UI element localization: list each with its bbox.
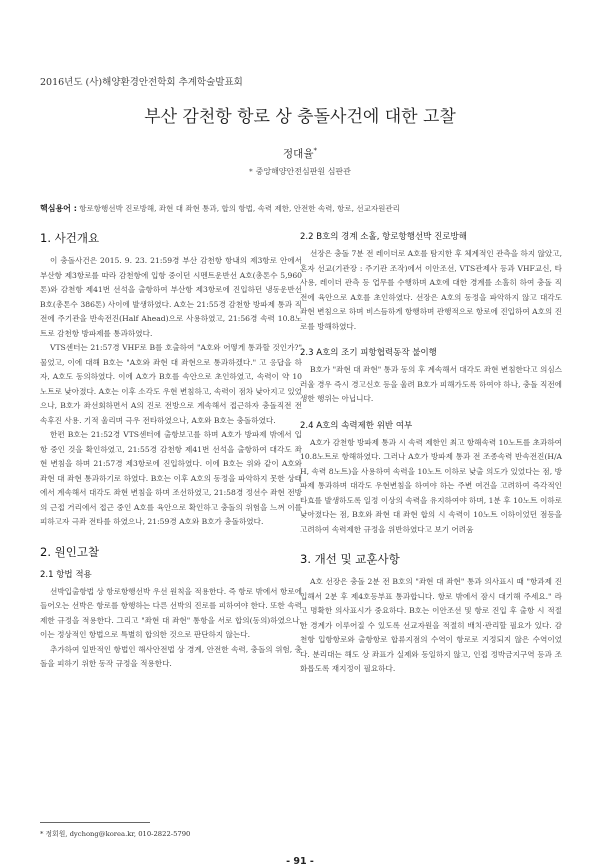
section-2-heading: 2. 원인고찰 bbox=[40, 544, 100, 559]
left-column bbox=[40, 230, 302, 672]
section-1-paragraph-2: VTS센터는 21:57경 VHF로 B를 호출하여 "A호와 어떻게 통과할 것인가?" 물었고, 이에 대해 B호는 "A호와 좌현 대 좌현으로 통과하겠다." 고 응답을 하자, A호도 동의하였다. 이에 A호가 B호를 속안으로 초인하였고, 속력이 약 10노트로 낮아졌다. A호는 이후 소각도 우현 변침하고, 속력이 점차 낮아지고 있었으나, B호가 좌선회하면서 A의 진로 전방으로 계속해서 접근하자 충돌직전 전속후진 사용. 기적 울리며 극우 전타하였으나, A호와 B호는 충돌하였다. bbox=[40, 343, 302, 425]
affiliation-text: 중앙해양안전심판원 심판관 bbox=[255, 167, 351, 176]
section-3-paragraph: A호 선장은 충돌 2분 전 B호의 "좌현 대 좌현" 통과 의사표시 때 "항과제 진입해서 2분 후 제4호등부표 통과합니다. 항로 밖에서 잠시 대기해 주세요." 라고 명확한 의사표시가 중요하다. B호는 이안조선 및 항로 진입 후 출항 시 적절한 경계가 이루어질 수 있도록 선교자원을 적절히 배치·관리할 필요가 있다. 감천항 입항항로와 출항항로 합류지점의 수역이 항로로 지정되지 않은 수역이었다. 분리대는 해도 상 좌표가 실제와 동일하지 않고, 인접 정박금지구역 등과 조화롭도록 재지정이 필요하다. bbox=[300, 577, 562, 673]
section-2-2-paragraph: 선장은 충돌 7분 전 레이더로 A호를 탐지한 후 체계적인 관측을 하지 않았고, 혼자 선교(기관장 : 주기관 조작)에서 이안조선, VTS관제사 등과 VHF교신, 타 사용, 레이더 관측 등 업무를 수행하며 A호에 대한 경계를 소홀히 하여 충돌 직전에 육안으로 A호를 초인하였다. 선장은 A호의 동정을 파악하지 않고 대각도 좌현 변침으로 하며 비스듬하게 항행하며 관행적으로 항로에 진입하여 A호의 진로를 방해하였다. bbox=[300, 249, 563, 331]
keywords-text: 항로항행선박 진로방해, 좌현 대 좌현 통과, 합의 항법, 속력 제한, 안전한 속력, 항로, 선교자원관리 bbox=[79, 204, 400, 213]
section-1-paragraph-1: 이 충돌사건은 2015. 9. 23. 21:59경 부산 감천항 항내의 제3항로 안에서 부산항 제3항로를 따라 감천항에 입항 중이던 시멘트운반선 A호(총톤수 5,960톤)와 감천항 제41번 선석을 출항하여 부산항 제3항로에 진입하던 냉동운반선 B호(총톤수 386톤) 사이에 발생하였다. A호는 21:55경 감천항 방파제 통과 직전에 주기관을 반속전진(Half Ahead)으로 사용하였고, 21:56경 속력 10.8노트로 감천항 방파제를 통과하였다. bbox=[40, 256, 302, 338]
page-number: - 91 - bbox=[286, 856, 314, 867]
keywords bbox=[40, 203, 400, 214]
author-name: 정대율 bbox=[283, 148, 314, 160]
author-mark: * bbox=[313, 146, 317, 155]
affiliation-mark: * bbox=[249, 168, 253, 176]
section-2-2-heading: 2.2 B호의 경계 소홀, 항로항행선박 진로방해 bbox=[300, 232, 467, 242]
author-line bbox=[0, 146, 600, 161]
section-2-3-paragraph: B호가 "좌현 대 좌현" 통과 동의 후 계속해서 대각도 좌현 변침한다고 의심스러울 경우 즉시 경고신호 등을 울려 B호가 피해가도록 하여야 하나, 충돌 직전에 생한 행위는 아닙니다. bbox=[300, 365, 562, 403]
right-column bbox=[300, 230, 562, 677]
section-2-1-heading: 2.1 항법 적용 bbox=[40, 569, 92, 580]
paper-title: 부산 감천항 항로 상 충돌사건에 대한 고찰 bbox=[144, 107, 456, 127]
proceedings-header: 2016년도 (사)해양환경안전학회 추계학술발표회 bbox=[40, 77, 243, 88]
section-1-paragraph-3: 한편 B호는 21:52경 VTS센터에 출항보고를 하며 A호가 방파제 밖에서 입항 중인 것을 확인하였고, 21:55경 감천항 제41번 선석을 출항하여 대각도 좌현 변침을 하며 21:57경 제3항로에 진입하였다. 이에 B호는 위와 같이 A호와 좌현 대 좌현 통과하기로 하였다. B호는 이후 A호의 동정을 파악하지 못한 상태에서 계속해서 대각도 좌현 변침을 하며 조선하였고, 21:58경 정선수 좌현 전방의 근접 거리에서 접근 중인 A호를 육안으로 확인하고 충돌의 위험을 느껴 이를 피하고자 극좌 전타를 하였으나, 21:59경 A호와 B호가 충돌하였다. bbox=[40, 430, 302, 526]
section-1-heading: 1. 사건개요 bbox=[40, 231, 100, 245]
section-2-3-heading: 2.3 A호의 조기 피항협력동작 불이행 bbox=[300, 348, 437, 358]
section-2-4-paragraph: A호가 감천항 방파제 통과 시 속력 제한인 최고 항해속력 10노트를 초과하여 10.8노트로 항해하였다. 그러나 A호가 방파제 통과 전 조종속력 반속전진(H/AH, 속력 8노트)을 사용하여 속력을 10노트 이하로 낮출 의도가 있었다는 점, 방파제 통과하며 대각도 우현변침을 하여야 하는 주변 여건을 고려하여 즉각적인 타효를 발생하도록 일정 이상의 속력을 유지하여야 하며, 1분 후 10노트 이하로 낮아졌다는 점, B호와 좌현 대 좌현 합의 시 속력이 10노트 이하이었던 점등을 고려하여 속력제한 규정을 위반하였다고 보기 어려움 bbox=[300, 437, 563, 534]
section-3-heading: 3. 개선 및 교훈사항 bbox=[300, 552, 400, 566]
section-2-1-paragraph-1: 선박입출항법 상 항로항행선박 우선 원칙을 적용한다. 즉 항로 밖에서 항로에 들어오는 선박은 항로를 항행하는 다른 선박의 진로를 피하여야 한다. 또한 속력 제한 규정을 적용한다. 그리고 "좌현 대 좌현" 통항을 서로 합의(동의)하였으나, 이는 정상적인 항법으로 특별히 합의한 것으로 판단하지 않는다. bbox=[40, 586, 302, 639]
section-2-1-paragraph-2: 추가하여 일반적인 항법인 해사안전법 상 경계, 안전한 속력, 충돌의 위험, 충돌을 피하기 위한 동작 규정을 적용한다. bbox=[40, 644, 302, 668]
section-2-4-heading: 2.4 A호의 속력제한 위반 여부 bbox=[300, 420, 413, 431]
footnote: * 정회원, dychong@korea.kr, 010-2822-5790 bbox=[40, 830, 191, 838]
footnote-divider bbox=[40, 822, 150, 823]
keywords-label: 핵심용어 : bbox=[40, 204, 77, 213]
affiliation bbox=[0, 166, 600, 177]
